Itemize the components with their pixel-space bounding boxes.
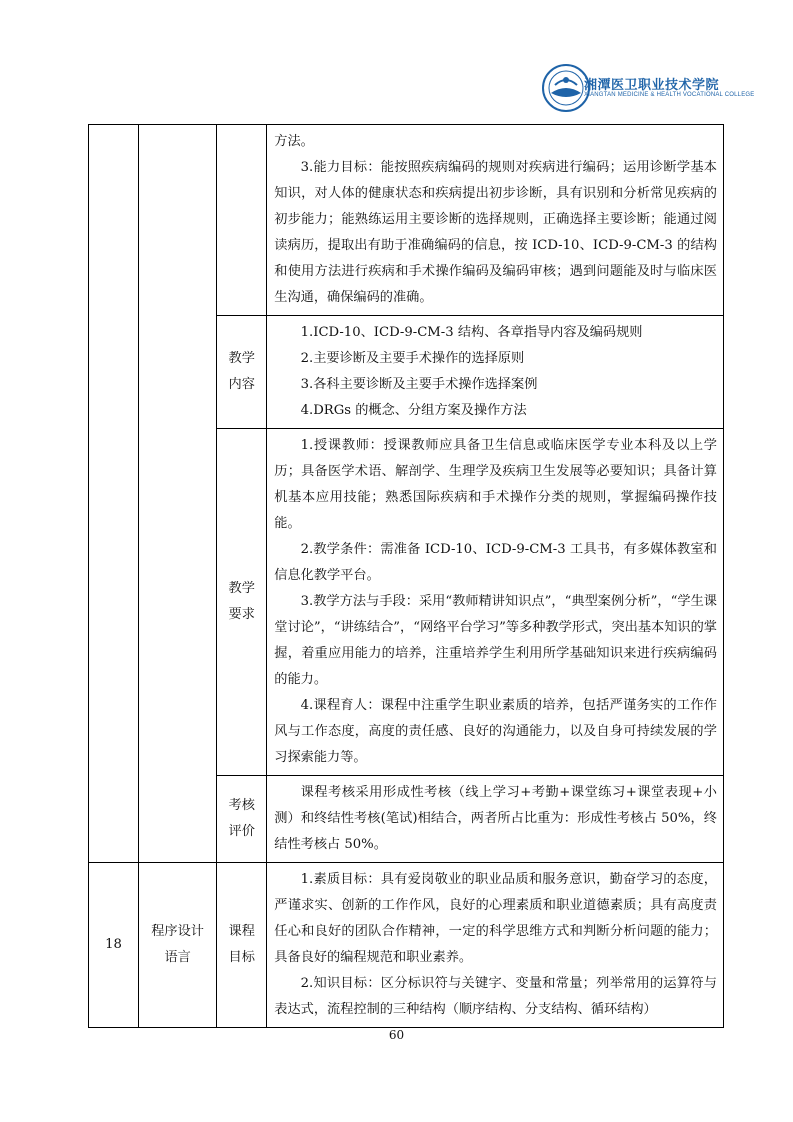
assessment-paragraph: 课程考核采用形成性考核（线上学习+考勤+课堂练习+课堂表现+小测）和终结性考核(笔试)相结合，两者所占比重为：形成性考核占 50%，终结性考核占 50%。 — [274, 785, 717, 852]
assessment-label-line1: 考核 — [228, 798, 255, 813]
list-item: 3.各科主要诊断及主要手术操作选择案例 — [300, 377, 538, 392]
requirement-label-cell — [217, 429, 267, 776]
list-item: 2.主要诊断及主要手术操作的选择原则 — [300, 351, 525, 366]
school-name-cn: 湘潭医卫职业技术学院 — [584, 78, 720, 93]
course-name-line1: 程序设计 — [151, 924, 204, 939]
requirement-paragraph: 1.授课教师：授课教师应具备卫生信息或临床医学专业本科及以上学历；具备医学术语、解剖学、生理学及疾病卫生发展等必要知识；具备计算机基本应用技能；熟悉国际疾病和手术操作分类的规则，掌握编码操作技能。 — [274, 438, 717, 531]
objective-tail-text: 方法。 — [274, 134, 314, 149]
objective-content-cell-18 — [267, 863, 724, 1028]
objective-paragraph: 2.知识目标：区分标识符与关键字、变量和常量；列举常用的运算符与表达式，流程控制的三种结构（顺序结构、分支结构、循环结构） — [274, 976, 717, 1017]
requirement-label-line2: 要求 — [228, 607, 255, 622]
school-name-en: XIANGTAN MEDICINE & HEALTH VOCATIONAL COLLEGE — [584, 92, 755, 98]
course-name-line2: 语言 — [164, 950, 191, 965]
requirement-content-cell — [267, 429, 724, 776]
course-name-cell — [139, 863, 217, 1028]
content-items-cell — [267, 316, 724, 429]
requirement-paragraph: 3.教学方法与手段：采用“教师精讲知识点”，“典型案例分析”，“学生课堂讨论”，“讲练结合”，“网络平台学习”等多种教学形式，突出基本知识的掌握，着重应用能力的培养，注重培养学生利用所学基础知识来进行疾病编码的能力。 — [274, 594, 717, 687]
list-item: 4.DRGs 的概念、分组方案及操作方法 — [300, 403, 527, 418]
objective-label-line2: 目标 — [228, 950, 255, 965]
list-item: 1.ICD-10、ICD-9-CM-3 结构、各章指导内容及编码规则 — [300, 325, 643, 340]
content-label-cell — [217, 316, 267, 429]
page-header — [0, 0, 793, 120]
objective-label-cell — [217, 863, 267, 1028]
objective-paragraph: 1.素质目标：具有爱岗敬业的职业品质和服务意识，勤奋学习的态度，严谨求实、创新的工作作风，良好的心理素质和职业道德素质；具有高度责任心和良好的团队合作精神，一定的科学思维方式和判断分析问题的能力；具备良好的编程规范和职业素养。 — [274, 872, 717, 965]
course-cell-continued — [139, 125, 217, 863]
table-row — [89, 863, 724, 1028]
objective-label-cell-continued — [217, 125, 267, 316]
page-number: 60 — [388, 1028, 405, 1042]
content-label-line2: 内容 — [228, 377, 255, 392]
requirement-paragraph: 2.教学条件：需准备 ICD-10、ICD-9-CM-3 工具书，有多媒体教室和信息化教学平台。 — [274, 542, 717, 583]
ability-objective-text: 3.能力目标：能按照疾病编码的规则对疾病进行编码；运用诊断学基本知识，对人体的健康状态和疾病提出初步诊断，具有识别和分析常见疾病的初步能力；能熟练运用主要诊断的选择规则，正确选择主要诊断；能通过阅读病历，提取出有助于准确编码的信息，按 ICD-10、ICD-9-CM-3 的结构和使用方法进行疾病和手术操作编码及编码审核；遇到问题能及时与临床医生沟通，确保编码的准确。 — [274, 160, 717, 305]
course-number-cell: 18 — [89, 863, 139, 1028]
requirement-label-line1: 教学 — [228, 581, 255, 596]
assessment-label-cell — [217, 776, 267, 863]
requirement-paragraph: 4.课程育人：课程中注重学生职业素质的培养，包括严谨务实的工作作风与工作态度，高度的责任感、良好的沟通能力，以及自身可持续发展的学习探索能力等。 — [274, 698, 717, 765]
course-table — [88, 124, 724, 1028]
objective-label-line1: 课程 — [228, 924, 255, 939]
table-row — [89, 125, 724, 316]
number-cell-continued — [89, 125, 139, 863]
objective-content-cell — [267, 125, 724, 316]
assessment-label-line2: 评价 — [228, 824, 255, 839]
assessment-content-cell — [267, 776, 724, 863]
content-label-line1: 教学 — [228, 351, 255, 366]
